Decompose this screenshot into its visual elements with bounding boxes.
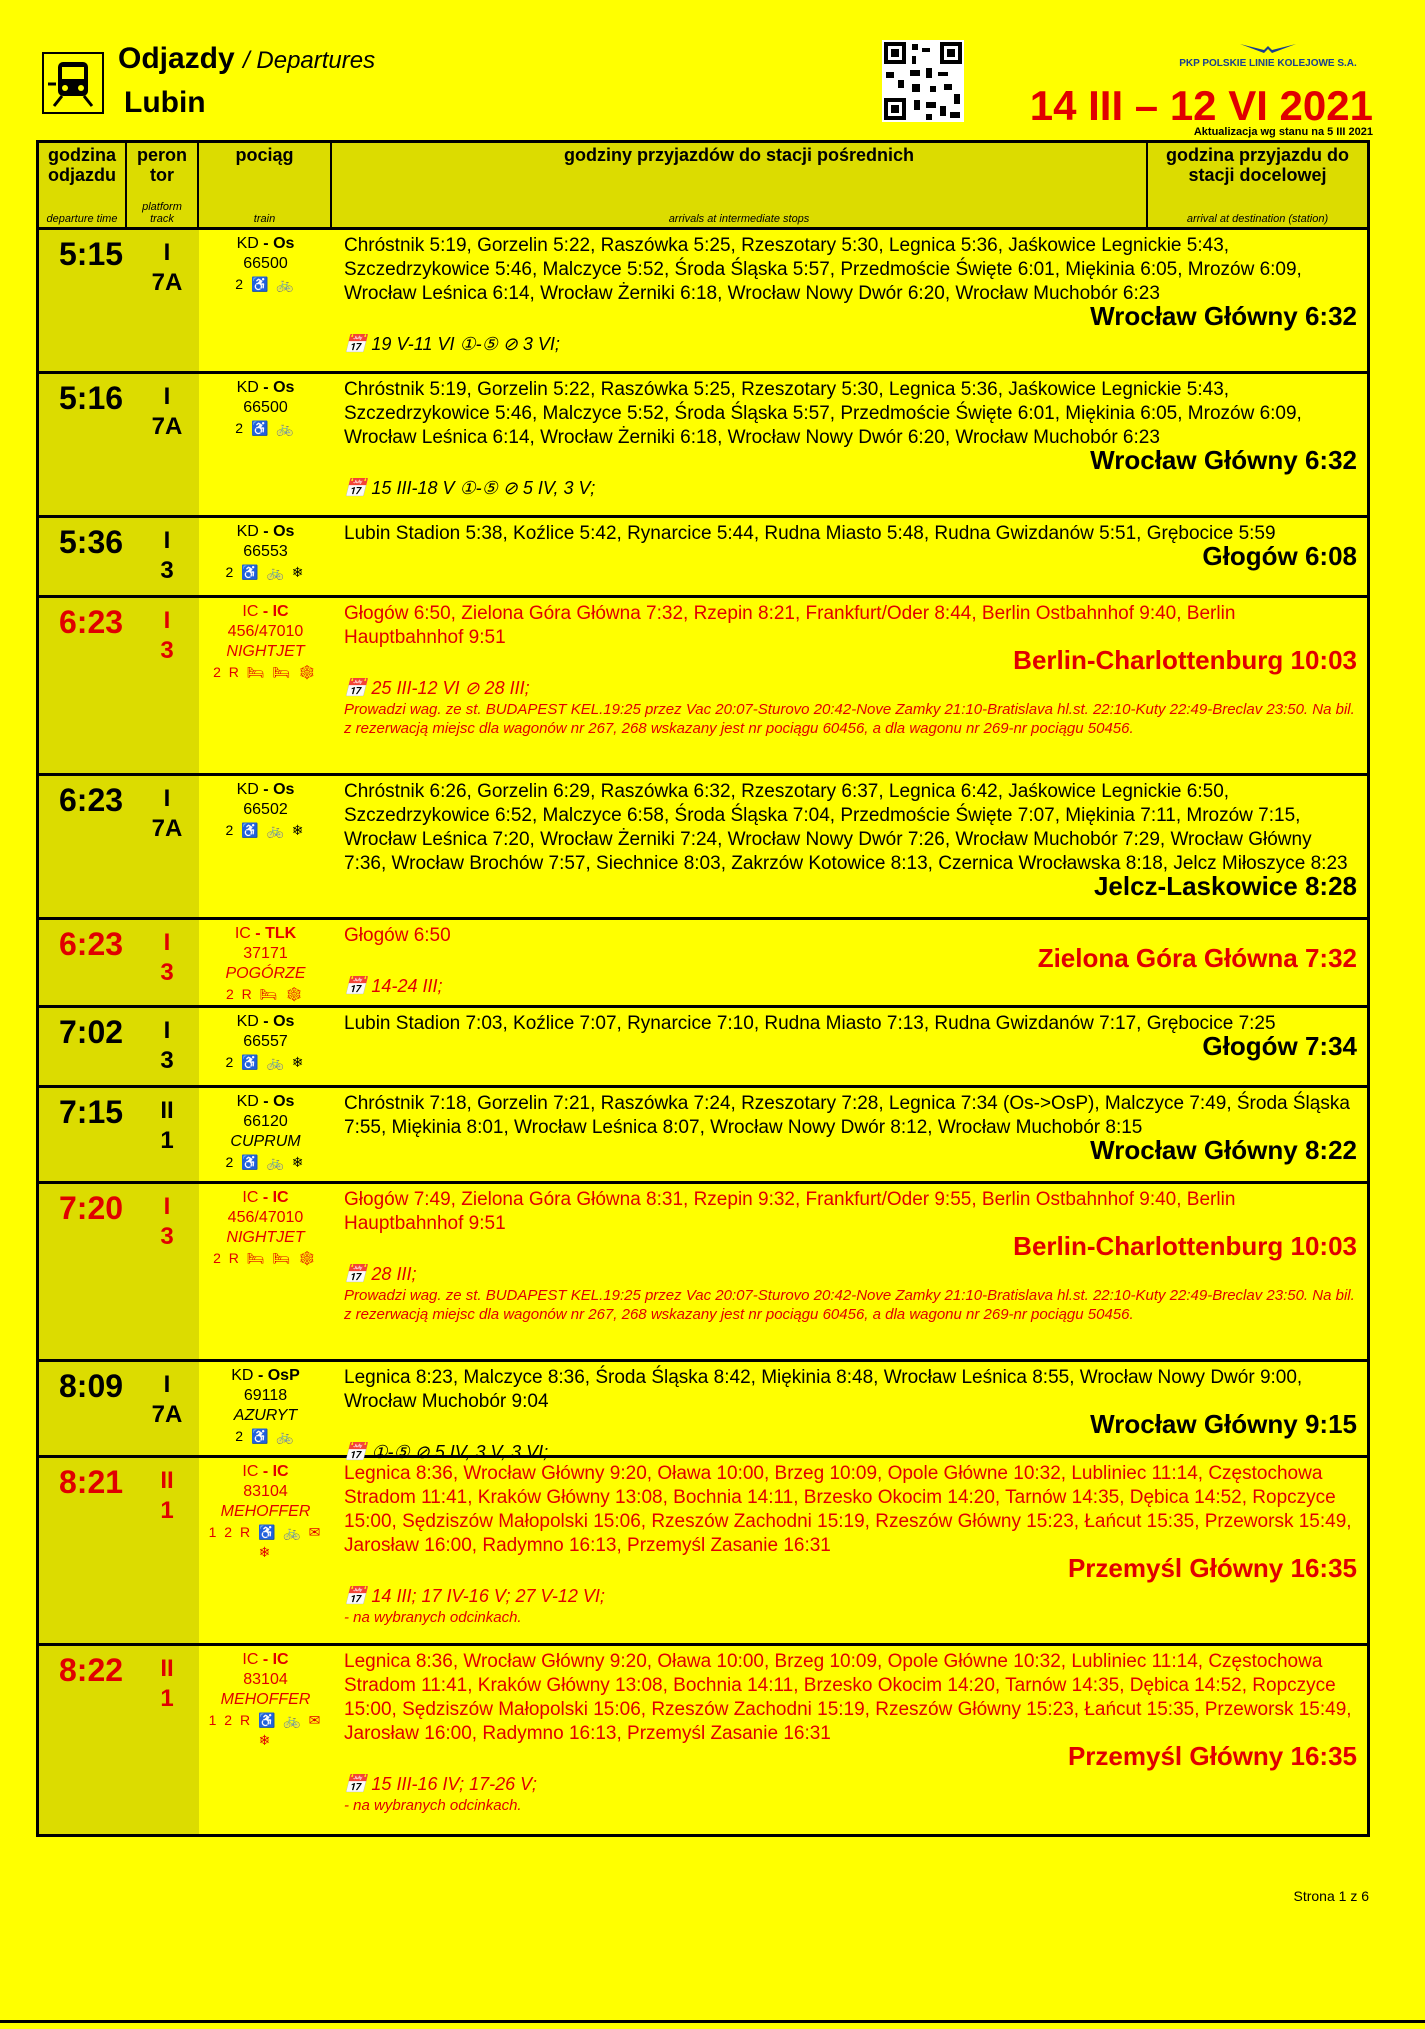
platform-track: II 1	[160, 1097, 174, 1154]
calendar-icon: 📅	[344, 478, 372, 498]
calendar-note: 📅 15 III-18 V ①-⑤ ⊘ 5 IV, 3 V;	[344, 478, 596, 498]
stops-cell	[332, 1458, 1367, 1643]
intermediate-stops: Głogów 6:50	[344, 925, 451, 946]
destination: Wrocław Główny 9:15	[1090, 1409, 1357, 1439]
table-row	[39, 1088, 1367, 1184]
platform-track: I 3	[160, 527, 174, 584]
service-note: - na wybranych odcinkach.	[344, 1609, 522, 1626]
departure-time: 8:09	[59, 1368, 124, 1404]
train-type: IC	[272, 1463, 289, 1480]
departure-time: 5:16	[59, 380, 124, 416]
time-cell	[39, 1646, 199, 1834]
calendar-note: 📅 14 III; 17 IV-16 V; 27 V-12 VI;	[344, 1586, 605, 1606]
departure-time: 6:23	[59, 782, 124, 818]
stops-cell	[332, 1088, 1367, 1181]
validity-period: 14 III – 12 VI 2021	[1029, 82, 1373, 129]
departure-time: 8:21	[59, 1464, 124, 1500]
calendar-note: 📅 28 III;	[344, 1264, 417, 1284]
destination: Wrocław Główny 6:32	[1090, 301, 1357, 331]
amenity-icons: 2 ♿ 🚲	[235, 1428, 296, 1444]
calendar-note: 📅 ①-⑤ ⊘ 5 IV, 3 V, 3 VI;	[344, 1442, 549, 1462]
table-row	[39, 230, 1367, 374]
train-number: 37171	[243, 945, 288, 962]
departure-time: 7:15	[59, 1094, 124, 1130]
stops-cell	[332, 598, 1367, 773]
train-number: 456/47010	[227, 623, 304, 640]
carrier: IC	[242, 1651, 259, 1668]
destination: Głogów 6:08	[1202, 541, 1357, 571]
stops-cell	[332, 1184, 1367, 1359]
platform-track: I 3	[160, 929, 174, 986]
intermediate-stops: Lubin Stadion 7:03, Koźlice 7:07, Rynarcice 7:10, Rudna Miasto 7:13, Rudna Gwizdanów 7:17, Grębocice 7:25	[344, 1013, 1276, 1034]
destination: Berlin-Charlottenburg 10:03	[1013, 645, 1357, 675]
amenity-icons: 2 ♿ 🚲 ❄	[225, 564, 306, 580]
train-name: CUPRUM	[230, 1133, 301, 1150]
train-type: IC	[272, 1651, 289, 1668]
train-type: IC	[272, 603, 289, 620]
time-cell	[39, 1088, 199, 1181]
service-note: - na wybranych odcinkach.	[344, 1797, 522, 1814]
time-cell	[39, 776, 199, 917]
train-name: NIGHTJET	[226, 1229, 305, 1246]
calendar-note: 📅 19 V-11 VI ①-⑤ ⊘ 3 VI;	[344, 334, 560, 354]
carrier: KD	[236, 523, 259, 540]
table-row	[39, 920, 1367, 1008]
platform-track: II 1	[160, 1467, 174, 1524]
train-number: 456/47010	[227, 1209, 304, 1226]
train-type: Os	[273, 379, 295, 396]
time-cell	[39, 518, 199, 595]
col-intermediate: godziny przyjazdów do stacji pośrednich arrivals at intermediate stops	[332, 143, 1148, 227]
train-cell: IC - IC 456/47010 NIGHTJET 2 R 🛏 🛏 ❄	[199, 1184, 332, 1359]
platform-track: I 7A	[151, 785, 183, 842]
carrier: KD	[236, 1013, 259, 1030]
time-cell	[39, 1184, 199, 1359]
time-cell	[39, 1458, 199, 1643]
amenity-icons: 1 2 R ♿ 🚲 ✉ ❄	[208, 1524, 323, 1560]
train-number: 66120	[243, 1113, 288, 1130]
calendar-icon: 📅	[344, 1774, 372, 1794]
time-cell	[39, 1362, 199, 1455]
table-row	[39, 598, 1367, 776]
page-number: Strona 1 z 6	[1293, 1888, 1369, 1904]
table-row	[39, 518, 1367, 598]
intermediate-stops: Chróstnik 6:26, Gorzelin 6:29, Raszówka 6:32, Rzeszotary 6:37, Legnica 6:42, Jaśkowice Legnickie 6:50, Szczedrzykowice 6:52, Malczyce 6:58, Środa Śląska 7:04, Przedmoście Święte 7:07, Miękinia 7:11, Mrozów 7:15, Wrocław Leśnica 7:20, Wrocław Żerniki 7:24, Wrocław Nowy Dwór 7:26, Wrocław Muchobór 7:29, Wrocław Główny 7:36, Wrocław Brochów 7:57, Siechnice 8:03, Zakrzów Kotowice 8:13, Czernica Wrocławska 8:18, Jelcz Miłoszyce 8:23	[344, 781, 1348, 874]
time-cell	[39, 374, 199, 515]
table-row	[39, 374, 1367, 518]
train-type: Os	[273, 1093, 295, 1110]
table-row	[39, 1458, 1367, 1646]
train-type: Os	[273, 235, 295, 252]
carrier: IC	[242, 1463, 259, 1480]
platform-track: I 3	[160, 1193, 174, 1250]
calendar-icon: 📅	[344, 334, 372, 354]
calendar-note: 📅 14-24 III;	[344, 976, 443, 996]
intermediate-stops: Legnica 8:36, Wrocław Główny 9:20, Oława 10:00, Brzeg 10:09, Opole Główne 10:32, Lubliniec 11:14, Częstochowa Stradom 11:41, Kraków Główny 13:08, Bochnia 14:11, Brzesko Okocim 14:20, Tarnów 14:35, Dębica 14:52, Ropczyce 15:00, Sędziszów Małopolski 15:06, Rzeszów Zachodni 15:19, Rzeszów Główny 15:23, Łańcut 15:35, Przeworsk 15:49, Jarosław 16:00, Radymno 16:13, Przemyśl Zasanie 16:31	[344, 1463, 1352, 1556]
page-title: Odjazdy / Departures	[118, 42, 376, 75]
train-name: AZURYT	[233, 1407, 298, 1424]
qr-code-icon[interactable]	[882, 40, 964, 122]
train-number: 69118	[243, 1387, 288, 1404]
amenity-icons: 2 ♿ 🚲 ❄	[225, 822, 306, 838]
calendar-note: 📅 25 III-12 VI ⊘ 28 III;	[344, 678, 530, 698]
carrier: KD	[231, 1367, 254, 1384]
destination: Przemyśl Główny 16:35	[1067, 1741, 1357, 1771]
amenity-icons: 2 R 🛏 🛏 ❄	[213, 1250, 318, 1266]
train-cell: IC - IC 456/47010 NIGHTJET 2 R 🛏 🛏 ❄	[199, 598, 332, 773]
train-type: Os	[273, 523, 295, 540]
col-platform: peron tor platform track	[127, 143, 199, 227]
amenity-icons: 2 R 🛏 ❄	[225, 986, 306, 1002]
time-cell	[39, 1008, 199, 1085]
train-cell: KD - Os 66557 2 ♿ 🚲 ❄	[199, 1008, 332, 1085]
destination: Wrocław Główny 6:32	[1090, 445, 1357, 475]
train-type: OsP	[267, 1367, 300, 1384]
departure-time: 7:20	[59, 1190, 124, 1226]
table-row	[39, 1362, 1367, 1462]
table-row	[39, 776, 1367, 920]
divider	[0, 2020, 1425, 2023]
carrier: KD	[236, 235, 259, 252]
stops-cell	[332, 920, 1367, 1005]
platform-track: II 1	[160, 1655, 174, 1712]
train-number: 66553	[243, 543, 288, 560]
amenity-icons: 1 2 R ♿ 🚲 ✉ ❄	[208, 1712, 323, 1748]
calendar-icon: 📅	[344, 1442, 372, 1462]
amenity-icons: 2 R 🛏 🛏 ❄	[213, 664, 318, 680]
train-name: MEHOFFER	[220, 1503, 311, 1520]
train-cell: KD - Os 66502 2 ♿ 🚲 ❄	[199, 776, 332, 917]
departures-table	[36, 140, 1370, 1837]
destination: Przemyśl Główny 16:35	[1067, 1553, 1357, 1583]
train-type: IC	[272, 1189, 289, 1206]
destination: Berlin-Charlottenburg 10:03	[1013, 1231, 1357, 1261]
intermediate-stops: Głogów 7:49, Zielona Góra Główna 8:31, Rzepin 9:32, Frankfurt/Oder 9:55, Berlin Ostbahnhof 9:40, Berlin Hauptbahnhof 9:51	[344, 1189, 1236, 1234]
departure-time: 5:15	[59, 236, 124, 272]
train-name: MEHOFFER	[220, 1691, 311, 1708]
carrier: KD	[236, 781, 259, 798]
train-type: TLK	[265, 925, 297, 942]
col-destination: godzina przyjazdu do stacji docelowej arrival at destination (station)	[1166, 145, 1349, 225]
carrier: KD	[236, 379, 259, 396]
amenity-icons: 2 ♿ 🚲 ❄	[225, 1154, 306, 1170]
stops-cell	[332, 374, 1367, 515]
amenity-icons: 2 ♿ 🚲 ❄	[225, 1054, 306, 1070]
departure-time: 6:23	[59, 604, 124, 640]
destination: Zielona Góra Główna 7:32	[1037, 943, 1357, 973]
train-number: 66500	[243, 255, 288, 272]
intermediate-stops: Chróstnik 7:18, Gorzelin 7:21, Raszówka 7:24, Rzeszotary 7:28, Legnica 7:34 (Os->OsP), Malczyce 7:49, Środa Śląska 7:55, Miękinia 8:01, Wrocław Leśnica 8:07, Wrocław Nowy Dwór 8:12, Wrocław Muchobór 8:15	[344, 1093, 1350, 1138]
table-body	[39, 230, 1367, 1834]
train-name: POGÓRZE	[225, 965, 306, 982]
train-number: 83104	[243, 1483, 288, 1500]
time-cell	[39, 230, 199, 371]
destination: Jelcz-Laskowice 8:28	[1093, 871, 1357, 901]
train-type: Os	[273, 781, 295, 798]
carrier: KD	[236, 1093, 259, 1110]
table-header	[39, 143, 1367, 230]
calendar-icon: 📅	[344, 1264, 372, 1284]
table-row	[39, 1646, 1367, 1834]
destination: Wrocław Główny 8:22	[1090, 1135, 1357, 1165]
stops-cell	[332, 230, 1367, 371]
calendar-icon: 📅	[344, 678, 372, 698]
carrier: IC	[242, 1189, 259, 1206]
train-number: 66557	[243, 1033, 288, 1050]
intermediate-stops: Chróstnik 5:19, Gorzelin 5:22, Raszówka 5:25, Rzeszotary 5:30, Legnica 5:36, Jaśkowice Legnickie 5:43, Szczedrzykowice 5:46, Malczyce 5:52, Środa Śląska 5:57, Przedmoście Święte 6:01, Miękinia 6:05, Mrozów 6:09, Wrocław Leśnica 6:14, Wrocław Żerniki 6:18, Wrocław Nowy Dwór 6:20, Wrocław Muchobór 6:23	[344, 379, 1302, 448]
train-cell: KD - Os 66500 2 ♿ 🚲	[199, 230, 332, 371]
intermediate-stops: Legnica 8:36, Wrocław Główny 9:20, Oława 10:00, Brzeg 10:09, Opole Główne 10:32, Lubliniec 11:14, Częstochowa Stradom 11:41, Kraków Główny 13:08, Bochnia 14:11, Brzesko Okocim 14:20, Tarnów 14:35, Dębica 14:52, Ropczyce 15:00, Sędziszów Małopolski 15:06, Rzeszów Zachodni 15:19, Rzeszów Główny 15:23, Łańcut 15:35, Przeworsk 15:49, Jarosław 16:00, Radymno 16:13, Przemyśl Zasanie 16:31	[344, 1651, 1352, 1744]
train-number: 66500	[243, 399, 288, 416]
intermediate-stops: Legnica 8:23, Malczyce 8:36, Środa Śląska 8:42, Miękinia 8:48, Wrocław Leśnica 8:55, Wrocław Nowy Dwór 9:00, Wrocław Muchobór 9:04	[344, 1367, 1303, 1412]
carrier: IC	[234, 925, 251, 942]
stops-cell	[332, 1646, 1367, 1834]
train-cell: KD - OsP 69118 AZURYT 2 ♿ 🚲	[199, 1362, 332, 1455]
destination: Głogów 7:34	[1202, 1031, 1357, 1061]
intermediate-stops: Głogów 6:50, Zielona Góra Główna 7:32, Rzepin 8:21, Frankfurt/Oder 8:44, Berlin Ostbahnhof 9:40, Berlin Hauptbahnhof 9:51	[344, 603, 1236, 648]
amenity-icons: 2 ♿ 🚲	[235, 276, 296, 292]
service-note: Prowadzi wag. ze st. BUDAPEST KEL.19:25 przez Vac 20:07-Sturovo 20:42-Nove Zamky 21:10-Bratislava hl.st. 22:10-Kuty 22:49-Breclav 23:50. Na bil. z rezerwacją miejsc dla wagonów nr 267, 268 wskazany jest nr pociągu 60456, a dla wagonu nr 269-nr pociągu 50456.	[344, 1287, 1355, 1323]
departure-time: 5:36	[59, 524, 124, 560]
departure-time: 6:23	[59, 926, 124, 962]
platform-track: I 3	[160, 607, 174, 664]
intermediate-stops: Lubin Stadion 5:38, Koźlice 5:42, Rynarcice 5:44, Rudna Miasto 5:48, Rudna Gwizdanów 5:51, Grębocice 5:59	[344, 523, 1276, 544]
train-cell: KD - Os 66500 2 ♿ 🚲	[199, 374, 332, 515]
calendar-icon: 📅	[344, 1586, 372, 1606]
train-name: NIGHTJET	[226, 643, 305, 660]
calendar-icon: 📅	[344, 976, 372, 996]
stops-cell	[332, 1362, 1367, 1462]
calendar-note: 📅 15 III-16 IV; 17-26 V;	[344, 1774, 537, 1794]
train-type: Os	[273, 1013, 295, 1030]
train-cell: IC - IC 83104 MEHOFFER 1 2 R ♿ 🚲 ✉ ❄	[199, 1458, 332, 1643]
departure-time: 8:22	[59, 1652, 124, 1688]
pkp-plk-logo: PKP POLSKIE LINIE KOLEJOWE S.A.	[1163, 40, 1373, 69]
platform-track: I 7A	[151, 1371, 183, 1428]
train-cell: IC - IC 83104 MEHOFFER 1 2 R ♿ 🚲 ✉ ❄	[199, 1646, 332, 1834]
stops-cell	[332, 518, 1367, 595]
stops-cell	[332, 776, 1367, 917]
amenity-icons: 2 ♿ 🚲	[235, 420, 296, 436]
train-number: 83104	[243, 1671, 288, 1688]
service-note: Prowadzi wag. ze st. BUDAPEST KEL.19:25 przez Vac 20:07-Sturovo 20:42-Nove Zamky 21:10-Bratislava hl.st. 22:10-Kuty 22:49-Breclav 23:50. Na bil. z rezerwacją miejsc dla wagonów nr 267, 268 wskazany jest nr pociągu 60456, a dla wagonu nr 269-nr pociągu 50456.	[344, 701, 1355, 737]
header	[36, 40, 1373, 140]
table-row	[39, 1184, 1367, 1362]
train-number: 66502	[243, 801, 288, 818]
carrier: IC	[242, 603, 259, 620]
table-row	[39, 1008, 1367, 1088]
station-name: Lubin	[124, 86, 206, 119]
train-cell: KD - Os 66553 2 ♿ 🚲 ❄	[199, 518, 332, 595]
stops-cell	[332, 1008, 1367, 1085]
intermediate-stops: Chróstnik 5:19, Gorzelin 5:22, Raszówka 5:25, Rzeszotary 5:30, Legnica 5:36, Jaśkowice Legnickie 5:43, Szczedrzykowice 5:46, Malczyce 5:52, Środa Śląska 5:57, Przedmoście Święte 6:01, Miękinia 6:05, Mrozów 6:09, Wrocław Leśnica 6:14, Wrocław Żerniki 6:18, Wrocław Nowy Dwór 6:20, Wrocław Muchobór 6:23	[344, 235, 1302, 304]
train-cell: IC - TLK 37171 POGÓRZE 2 R 🛏 ❄	[199, 920, 332, 1005]
col-train: pociąg train	[199, 143, 332, 227]
departure-time: 7:02	[59, 1014, 124, 1050]
platform-track: I 7A	[151, 239, 183, 296]
time-cell	[39, 598, 199, 773]
time-cell	[39, 920, 199, 1005]
train-icon	[42, 52, 104, 114]
platform-track: I 7A	[151, 383, 183, 440]
platform-track: I 3	[160, 1017, 174, 1074]
train-cell: KD - Os 66120 CUPRUM 2 ♿ 🚲 ❄	[199, 1088, 332, 1181]
col-departure-time: godzina odjazdu departure time	[39, 143, 127, 227]
update-note: Aktualizacja wg stanu na 5 III 2021	[1193, 126, 1373, 138]
